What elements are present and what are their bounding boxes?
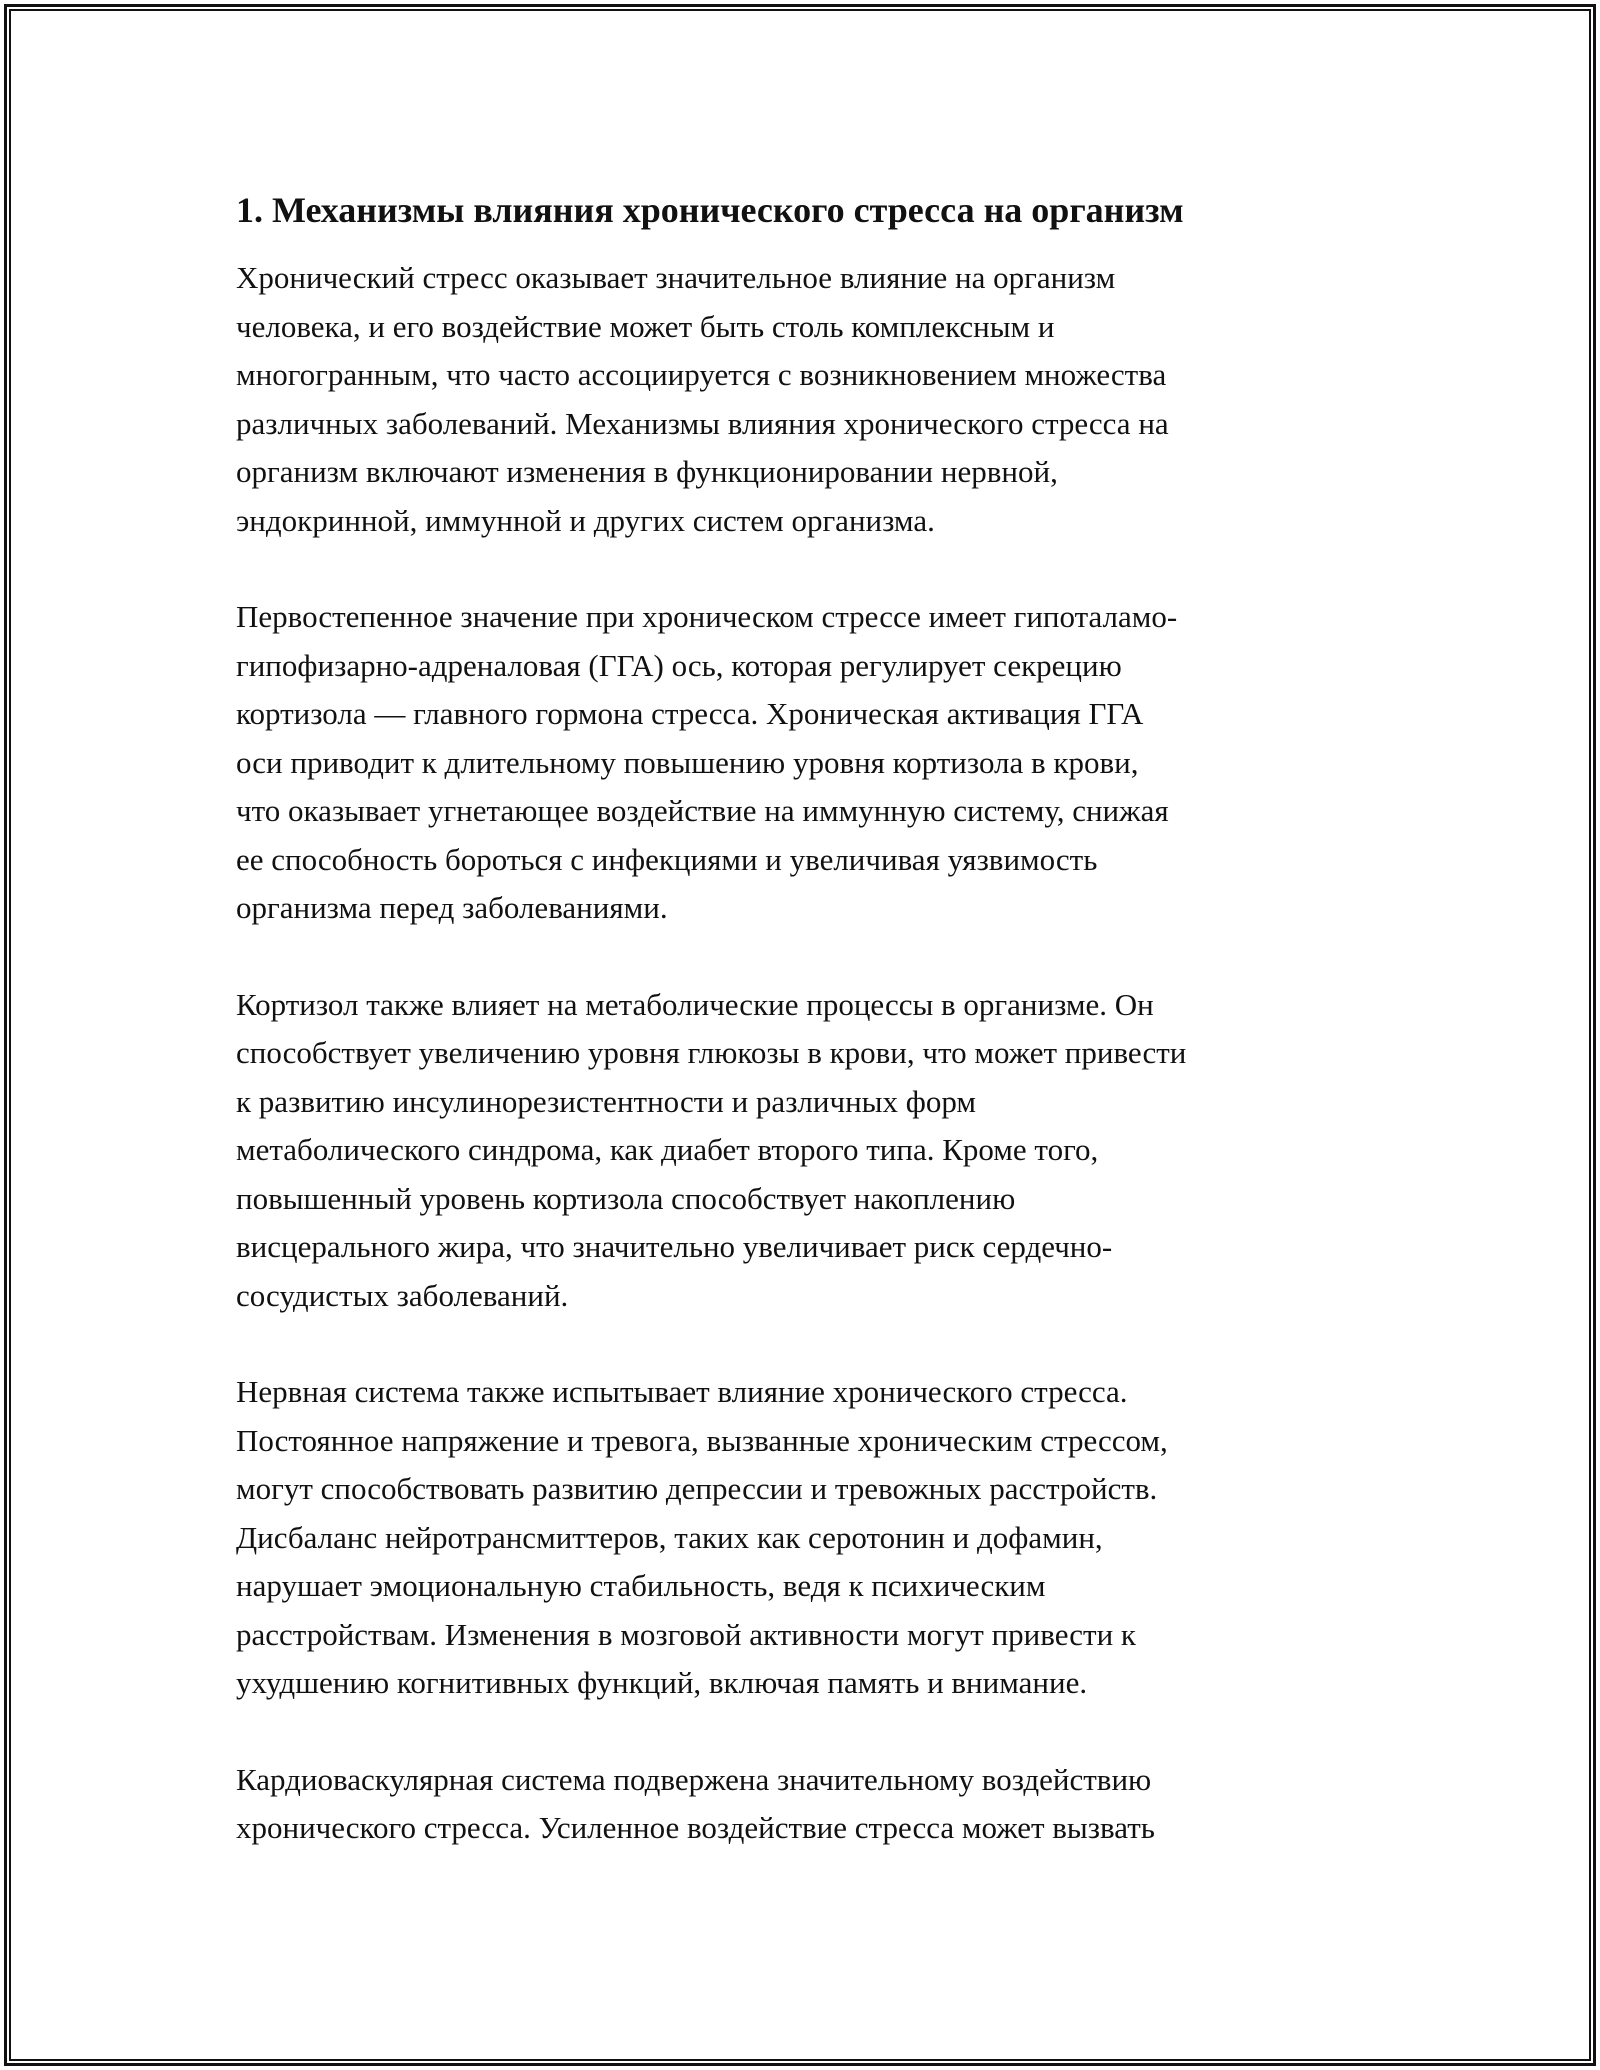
section-heading: 1. Механизмы влияния хронического стресса на организм (236, 190, 1184, 230)
text-line: расстройствам. Изменения в мозговой активности могут привести к (236, 1616, 1136, 1652)
text-line: способствует увеличению уровня глюкозы в крови, что может привести (236, 1035, 1187, 1070)
text-line: гипофизарно-адреналовая (ГГА) ось, которая регулирует секрецию (236, 647, 1122, 683)
text-line: Нервная система также испытывает влияние хронического стресса. (236, 1374, 1128, 1409)
text-line: метаболического синдрома, как диабет второго типа. Кроме того, (236, 1132, 1099, 1167)
text-line: человека, и его воздействие может быть столь комплексным и (236, 308, 1055, 344)
document-body (236, 186, 1376, 1901)
paragraph-3 (236, 981, 1376, 1321)
text-line: ее способность бороться с инфекциями и увеличивая уязвимость (236, 841, 1098, 877)
paragraph-4 (236, 1368, 1376, 1708)
text-line: Хронический стресс оказывает значительное влияние на организм (236, 260, 1116, 295)
text-line: организм включают изменения в функционировании нервной, (236, 454, 1058, 489)
text-line: сосудистых заболеваний. (236, 1277, 569, 1313)
paragraph-2 (236, 593, 1376, 933)
text-line: организма перед заболеваниями. (236, 890, 668, 925)
text-line: различных заболеваний. Механизмы влияния хронического стресса на (236, 405, 1169, 441)
text-line: оси приводит к длительному повышению уровня кортизола в крови, (236, 744, 1139, 780)
text-line: могут способствовать развитию депрессии и тревожных расстройств. (236, 1471, 1158, 1506)
text-line: Первостепенное значение при хроническом стрессе имеет гипоталамо- (236, 599, 1178, 634)
text-line: эндокринной, иммунной и других систем организма. (236, 502, 935, 538)
text-line: висцерального жира, что значительно увеличивает риск сердечно- (236, 1229, 1113, 1264)
text-line: Постоянное напряжение и тревога, вызванные хроническим стрессом, (236, 1422, 1168, 1458)
text-line: многогранным, что часто ассоциируется с возникновением множества (236, 357, 1167, 392)
text-line: нарушает эмоциональную стабильность, ведя к психическим (236, 1568, 1046, 1603)
paragraph-5 (236, 1756, 1376, 1853)
text-line: ухудшению когнитивных функций, включая память и внимание. (236, 1665, 1088, 1700)
text-line: Кардиоваскулярная система подвержена значительному воздействию (236, 1761, 1152, 1797)
text-line: хронического стресса. Усиленное воздействие стресса может вызвать (236, 1810, 1155, 1845)
text-line: Дисбаланс нейротрансмиттеров, таких как серотонин и дофамин, (236, 1519, 1103, 1555)
text-line: кортизола — главного гормона стресса. Хроническая активация ГГА (236, 696, 1144, 731)
text-line: Кортизол также влияет на метаболические процессы в организме. Он (236, 986, 1154, 1022)
paragraph-1 (236, 254, 1376, 545)
text-line: что оказывает угнетающее воздействие на иммунную систему, снижая (236, 793, 1169, 828)
text-line: повышенный уровень кортизола способствует накоплению (236, 1180, 1016, 1216)
text-line: к развитию инсулинорезистентности и различных форм (236, 1083, 976, 1119)
